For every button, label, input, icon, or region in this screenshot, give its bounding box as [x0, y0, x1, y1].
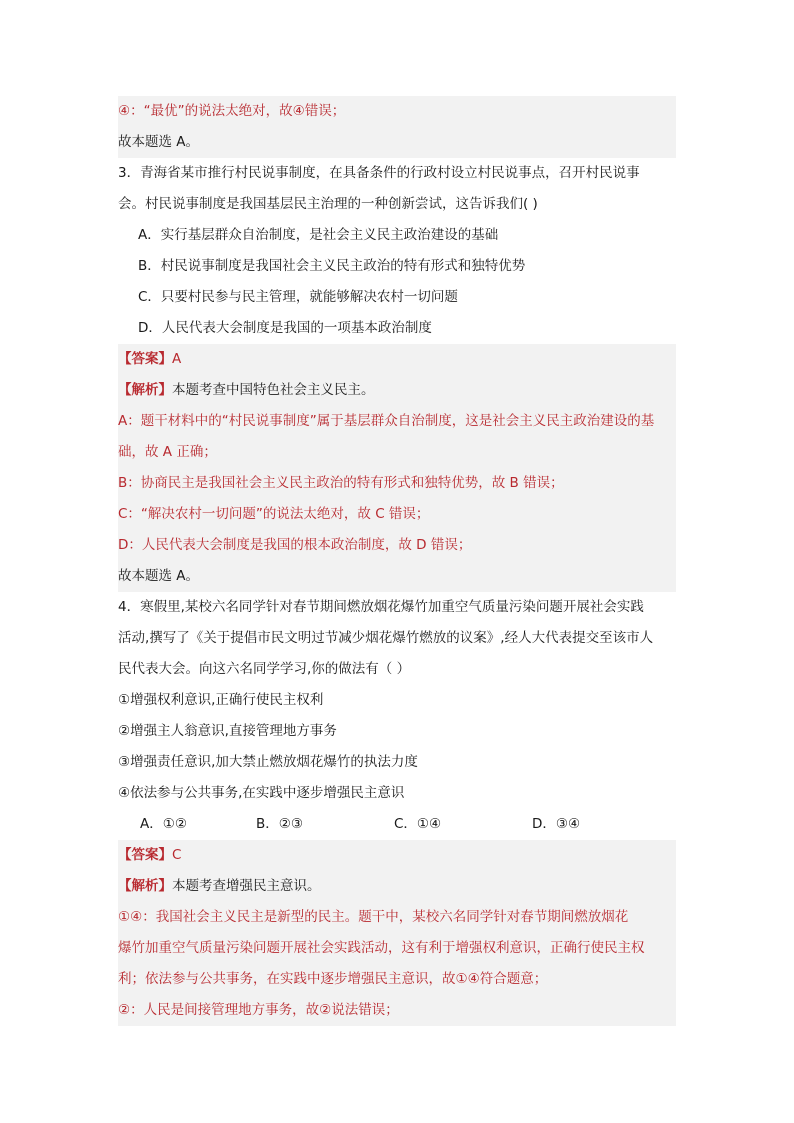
- option-a: A．实行基层群众自治制度，是社会主义民主政治建设的基础: [138, 227, 499, 243]
- analysis-line: ④：“最优”的说法太绝对，故④错误；: [118, 103, 346, 119]
- previous-analysis-block: [118, 96, 676, 158]
- answer-tag: 【答案】: [118, 847, 172, 863]
- question-stem: 民代表大会。向这六名同学学习,你的做法有（ ）: [118, 661, 411, 677]
- analysis-line: A：题干材料中的“村民说事制度”属于基层群众自治制度，这是社会主义民主政治建设的基: [118, 413, 655, 429]
- analysis-tag: 【解析】: [118, 878, 172, 894]
- conclusion-line: 故本题选 A。: [118, 134, 200, 150]
- answer-block-4: [118, 840, 676, 1026]
- option-d: D．人民代表大会制度是我国的一项基本政治制度: [138, 320, 432, 336]
- analysis-line: 爆竹加重空气质量污染问题开展社会实践活动，这有利于增强权利意识，正确行使民主权: [118, 940, 645, 956]
- answer-line: [118, 840, 676, 871]
- answer-tag: 【答案】: [118, 351, 172, 367]
- analysis-intro: 本题考查中国特色社会主义民主。: [172, 382, 375, 398]
- question-3: [118, 158, 676, 344]
- question-4: [118, 592, 676, 840]
- analysis-header: [118, 871, 676, 902]
- choice-a: A．①②: [140, 816, 187, 832]
- analysis-line: B：协商民主是我国社会主义民主政治的特有形式和独特优势，故 B 错误；: [118, 475, 564, 491]
- analysis-line: 础，故 A 正确；: [118, 444, 217, 460]
- choice-d: D．③④: [532, 816, 581, 832]
- question-stem: 活动,撰写了《关于提倡市民文明过节减少烟花爆竹燃放的议案》,经人大代表提交至该市人: [118, 630, 654, 646]
- answer-value: A: [172, 351, 182, 367]
- statement-1: ①增强权利意识,正确行使民主权利: [118, 692, 324, 708]
- statement-2: ②增强主人翁意识,直接管理地方事务: [118, 723, 337, 739]
- answer-line: [118, 344, 676, 375]
- analysis-line: 利；依法参与公共事务，在实践中逐步增强民主意识，故①④符合题意；: [118, 971, 548, 987]
- option-b: B．村民说事制度是我国社会主义民主政治的特有形式和独特优势: [138, 258, 526, 274]
- choice-row: [118, 809, 676, 840]
- analysis-line: ①④：我国社会主义民主是新型的民主。题干中，某校六名同学针对春节期间燃放烟花: [118, 909, 629, 925]
- analysis-header: [118, 375, 676, 406]
- answer-value: C: [172, 847, 182, 863]
- question-stem: 4．寒假里,某校六名同学针对春节期间燃放烟花爆竹加重空气质量污染问题开展社会实践: [118, 599, 644, 615]
- analysis-tag: 【解析】: [118, 382, 172, 398]
- document-page: [118, 96, 676, 1026]
- question-stem: 会。村民说事制度是我国基层民主治理的一种创新尝试，这告诉我们( ): [118, 196, 538, 212]
- statement-4: ④依法参与公共事务,在实践中逐步增强民主意识: [118, 785, 405, 801]
- option-c: C．只要村民参与民主管理，就能够解决农村一切问题: [138, 289, 458, 305]
- choice-b: B．②③: [256, 816, 303, 832]
- analysis-line: D：人民代表大会制度是我国的根本政治制度，故 D 错误；: [118, 537, 472, 553]
- conclusion-line: 故本题选 A。: [118, 568, 200, 584]
- analysis-line: C：“解决农村一切问题”的说法太绝对，故 C 错误；: [118, 506, 430, 522]
- analysis-intro: 本题考查增强民主意识。: [172, 878, 321, 894]
- question-stem: 3．青海省某市推行村民说事制度，在具备条件的行政村设立村民说事点，召开村民说事: [118, 165, 640, 181]
- answer-block-3: [118, 344, 676, 592]
- choice-c: C．①④: [394, 816, 442, 832]
- analysis-line: ②：人民是间接管理地方事务，故②说法错误；: [118, 1002, 399, 1018]
- statement-3: ③增强责任意识,加大禁止燃放烟花爆竹的执法力度: [118, 754, 418, 770]
